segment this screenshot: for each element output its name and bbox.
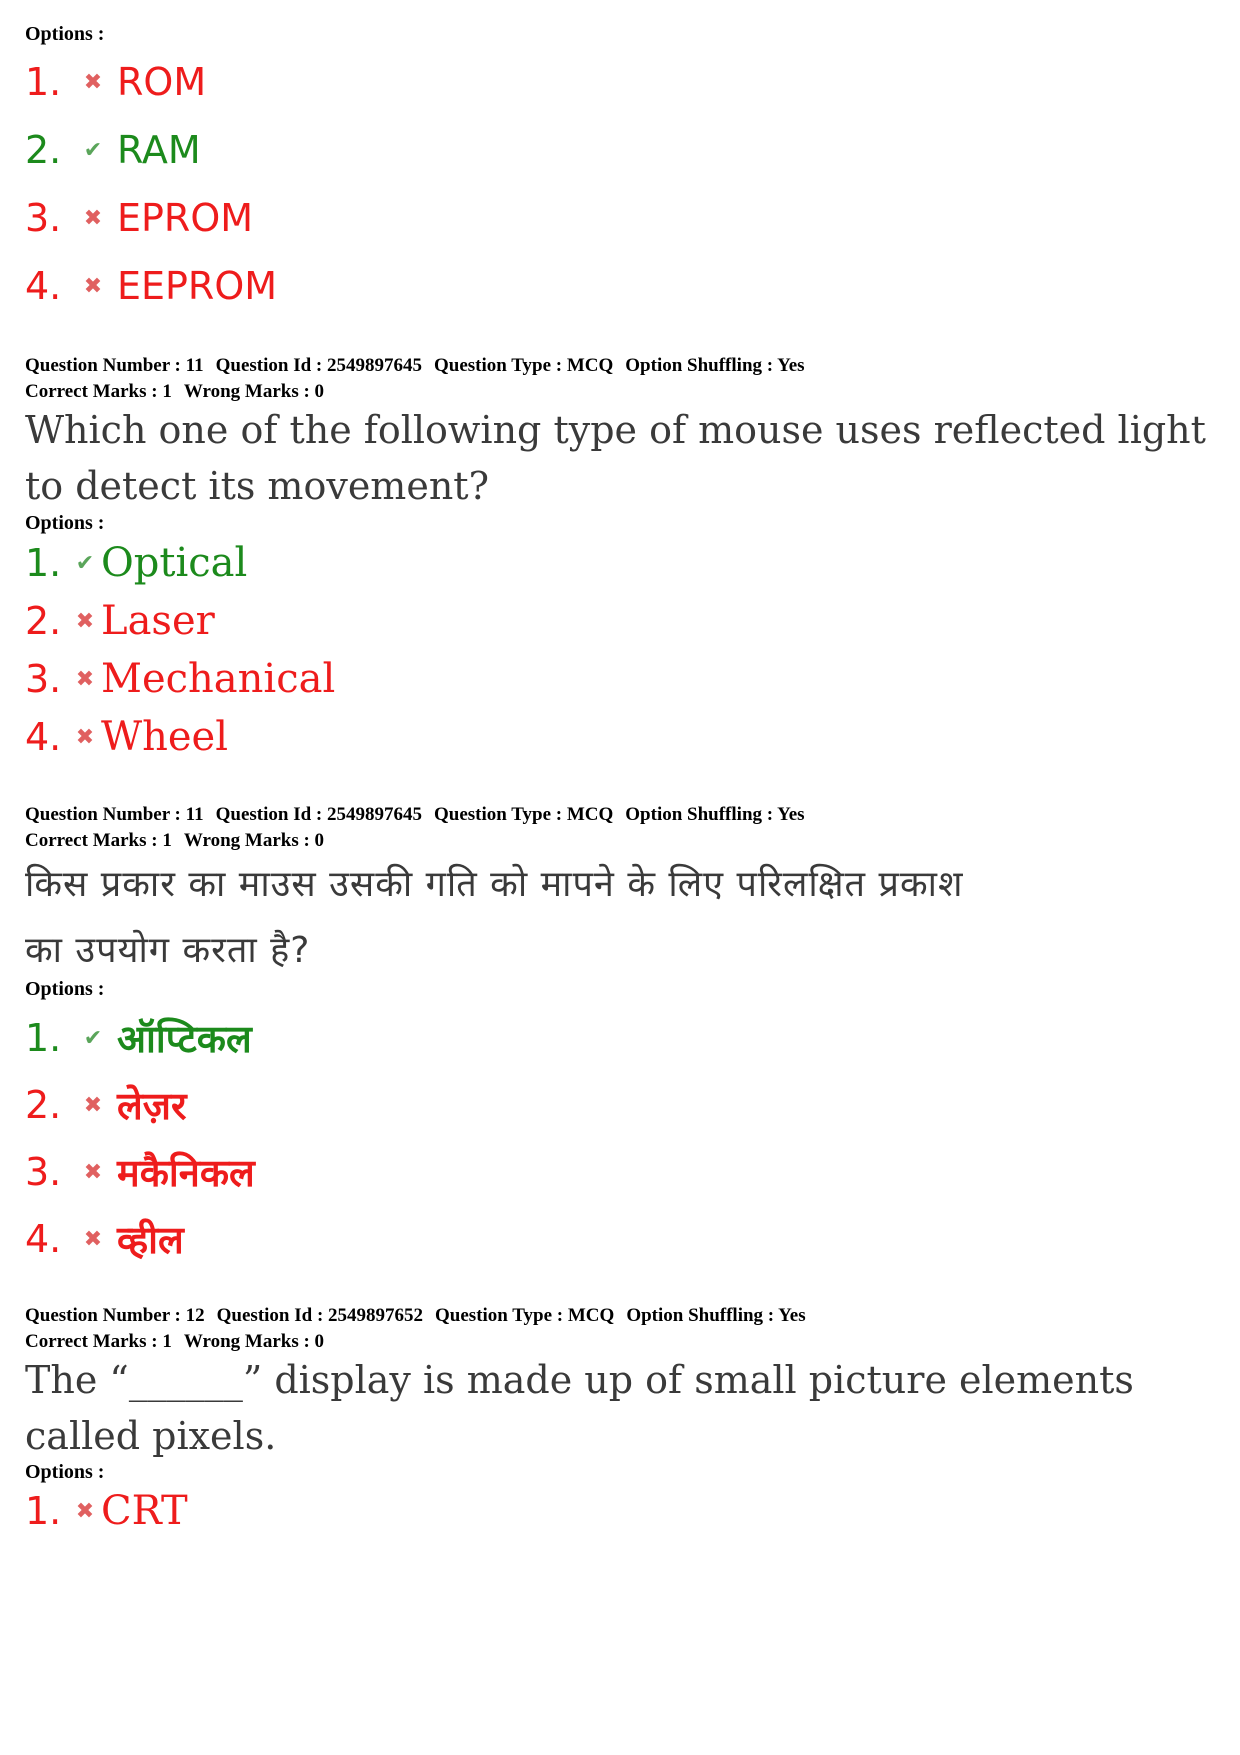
cross-icon: ✖ [83,1159,103,1184]
question-meta: Question Number : 12 Question Id : 2549897652 Question Type : MCQ Option Shuffling : Yes [25,1305,806,1326]
check-icon: ✔ [83,1025,103,1050]
option-item: 2. ✖ Laser [25,598,215,644]
question-text: The “______” display is made up of small picture elements called pixels. [25,1358,1134,1458]
cross-icon: ✖ [83,205,103,230]
option-item: 3. ✖ EPROM [25,196,254,240]
question-meta: Question Number : 11 Question Id : 2549897645 Question Type : MCQ Option Shuffling : Yes [25,804,805,825]
question-meta: Question Number : 11 Question Id : 2549897645 Question Type : MCQ Option Shuffling : Yes [25,355,805,376]
cross-icon: ✖ [75,666,95,691]
question-marks: Correct Marks : 1 Wrong Marks : 0 [25,1331,325,1352]
cross-icon: ✖ [83,273,103,298]
cross-icon: ✖ [83,1226,103,1251]
options-label: Options : [25,1461,105,1483]
cross-icon: ✖ [83,1092,103,1117]
question-marks: Correct Marks : 1 Wrong Marks : 0 [25,830,325,851]
option-item: 1. ✖ ROM [25,60,207,104]
cross-icon: ✖ [75,1498,95,1523]
options-label: Options : [25,978,105,1000]
option-item: 3. ✖ Mechanical [25,656,336,702]
option-item: 1. ✔ ऑप्टिकल [25,1016,252,1061]
check-icon: ✔ [75,550,95,575]
option-item: 3. ✖ मकैनिकल [25,1150,255,1195]
option-item: 1. ✔ Optical [25,540,248,586]
option-item: 2. ✔ RAM [25,128,201,172]
cross-icon: ✖ [75,608,95,633]
cross-icon: ✖ [83,69,103,94]
option-item: 1. ✖ CRT [25,1488,188,1534]
options-label: Options : [25,23,105,45]
check-icon: ✔ [83,137,103,162]
options-label: Options : [25,512,105,534]
option-item: 4. ✖ व्हील [25,1217,184,1262]
question-text: किस प्रकार का माउस उसकी गति को मापने के लिए परिलक्षित प्रकाश का उपयोग करता है? [25,864,964,971]
cross-icon: ✖ [75,724,95,749]
question-text: Which one of the following type of mouse uses reflected light to detect its movement? [25,408,1206,508]
question-marks: Correct Marks : 1 Wrong Marks : 0 [25,381,325,402]
option-item: 2. ✖ लेज़र [25,1083,187,1128]
option-item: 4. ✖ Wheel [25,714,229,760]
option-item: 4. ✖ EEPROM [25,264,278,308]
